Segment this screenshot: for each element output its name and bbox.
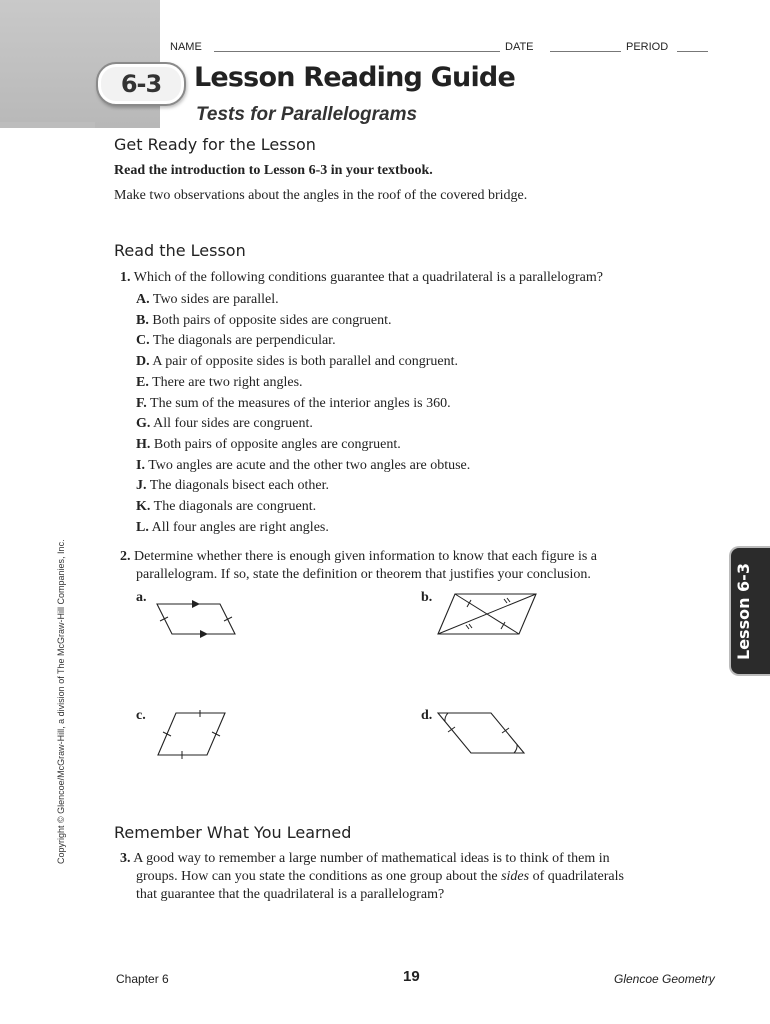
name-label: NAME — [170, 41, 202, 53]
option-h: H. Both pairs of opposite angles are congruent. — [136, 436, 401, 452]
question-2-line-2: parallelogram. If so, state the definition or theorem that justifies your conclusion. — [136, 567, 591, 582]
question-3-line-2: groups. How can you state the conditions as one group about the sides of quadrilaterals — [136, 869, 624, 884]
page-subtitle: Tests for Parallelograms — [196, 104, 418, 125]
question-3-line-1: A good way to remember a large number of mathematical ideas is to think of them in — [133, 851, 610, 866]
header-corner-strip — [0, 122, 95, 128]
lesson-side-tab-label: Lesson 6-3 — [734, 563, 753, 660]
figure-a-parallelogram — [150, 600, 250, 645]
lesson-badge-text: 6-3 — [120, 70, 162, 98]
get-ready-prompt: Make two observations about the angles in the roof of the covered bridge. — [114, 188, 528, 203]
question-1-options — [136, 290, 470, 538]
figure-d-parallelogram — [436, 710, 528, 758]
option-g: G. All four sides are congruent. — [136, 416, 313, 432]
question-3-line-3: that guarantee that the quadrilateral is a parallelogram? — [136, 887, 445, 902]
date-field[interactable] — [550, 51, 621, 52]
option-b: B. Both pairs of opposite sides are congruent. — [136, 312, 392, 328]
question-2-line-1: Determine whether there is enough given information to know that each figure is a — [134, 549, 598, 564]
name-field[interactable] — [214, 51, 500, 52]
option-a: A. Two sides are parallel. — [136, 292, 279, 307]
option-k: K. The diagonals are congruent. — [136, 499, 317, 515]
date-label: DATE — [505, 41, 534, 53]
question-3-number: 3. — [120, 851, 131, 866]
copyright-notice: Copyright © Glencoe/McGraw-Hill, a division of The McGraw-Hill Companies, Inc. — [56, 539, 66, 864]
figure-b-label: b. — [421, 590, 433, 605]
period-label: PERIOD — [626, 41, 669, 53]
footer-page-number: 19 — [403, 968, 420, 985]
footer-chapter: Chapter 6 — [116, 972, 169, 986]
figure-c-label: c. — [136, 708, 146, 723]
page-title: Lesson Reading Guide — [194, 62, 515, 93]
option-j: J. The diagonals bisect each other. — [136, 478, 329, 494]
option-i: I. Two angles are acute and the other two angles are obtuse. — [136, 457, 471, 473]
period-field[interactable] — [677, 51, 708, 52]
option-f: F. The sum of the measures of the interior angles is 360. — [136, 395, 451, 411]
option-l: L. All four angles are right angles. — [136, 519, 329, 535]
figure-c-parallelogram — [153, 710, 229, 760]
lesson-badge — [96, 62, 186, 106]
figure-d-label: d. — [421, 708, 433, 723]
option-d: D. A pair of opposite sides is both parallel and congruent. — [136, 354, 458, 370]
read-lesson-heading: Read the Lesson — [114, 241, 246, 260]
question-1-number: 1. — [120, 270, 131, 285]
question-1 — [120, 268, 603, 289]
option-e: E. There are two right angles. — [136, 374, 303, 390]
question-1-text: Which of the following conditions guarantee that a quadrilateral is a parallelogram? — [133, 270, 603, 285]
option-c: C. The diagonals are perpendicular. — [136, 333, 336, 349]
get-ready-heading: Get Ready for the Lesson — [114, 135, 316, 154]
question-2-number: 2. — [120, 549, 131, 564]
figure-b-parallelogram — [436, 591, 540, 637]
figure-a-label: a. — [136, 590, 147, 605]
footer-book-title: Glencoe Geometry — [614, 972, 715, 986]
get-ready-instruction: Read the introduction to Lesson 6-3 in your textbook. — [114, 163, 433, 178]
remember-heading: Remember What You Learned — [114, 823, 352, 842]
